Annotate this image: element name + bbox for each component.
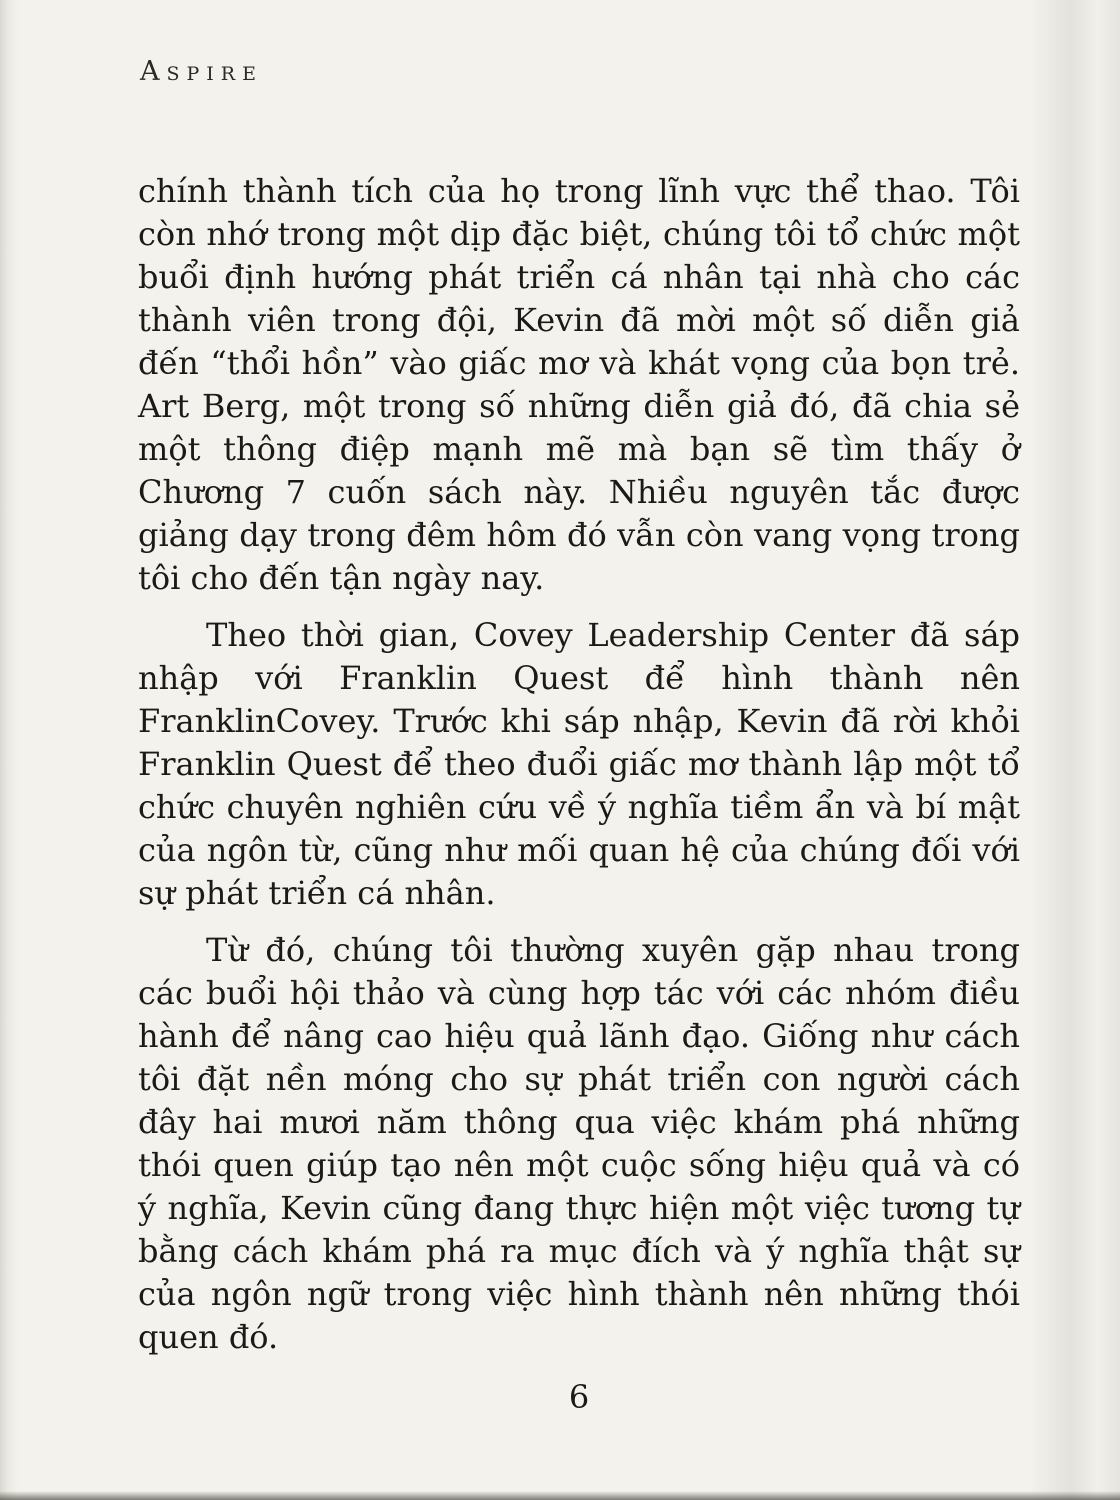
scan-bottom-edge: [0, 1491, 1120, 1500]
paragraph: chính thành tích của họ trong lĩnh vực thể thao. Tôi còn nhớ trong một dịp đặc biệt, chúng tôi tổ chức một buổi định hướng phát triển cá nhân tại nhà cho các thành viên trong đội, Kevin đã mời một số diễn giả đến “thổi hồn” vào giấc mơ và khát vọng của bọn trẻ. Art Berg, một trong số những diễn giả đó, đã chia sẻ một thông điệp mạnh mẽ mà bạn sẽ tìm thấy ở Chương 7 cuốn sách này. Nhiều nguyên tắc được giảng dạy trong đêm hôm đó vẫn còn vang vọng trong tôi cho đến tận ngày nay.: [138, 172, 1020, 597]
scan-left-edge: [0, 0, 18, 1500]
page-number: 6: [568, 1378, 590, 1416]
page-body: [138, 170, 1020, 1373]
paragraph: Theo thời gian, Covey Leadership Center đã sáp nhập với Franklin Quest để hình thành nên FranklinCovey. Trước khi sáp nhập, Kevin đã rời khỏi Franklin Quest để theo đuổi giấc mơ thành lập một tổ chức chuyên nghiên cứu về ý nghĩa tiềm ẩn và bí mật của ngôn từ, cũng như mối quan hệ của chúng đối với sự phát triển cá nhân.: [138, 616, 1020, 912]
running-header-title: ASPIRE: [140, 56, 263, 87]
paragraph: Từ đó, chúng tôi thường xuyên gặp nhau trong các buổi hội thảo và cùng hợp tác với các nhóm điều hành để nâng cao hiệu quả lãnh đạo. Giống như cách tôi đặt nền móng cho sự phát triển con người cách đây hai mươi năm thông qua việc khám phá những thói quen giúp tạo nên một cuộc sống hiệu quả và có ý nghĩa, Kevin cũng đang thực hiện một việc tương tự bằng cách khám phá ra mục đích và ý nghĩa thật sự của ngôn ngữ trong việc hình thành nên những thói quen đó.: [138, 931, 1020, 1356]
scan-right-page-curl-shading: [1030, 0, 1120, 1500]
